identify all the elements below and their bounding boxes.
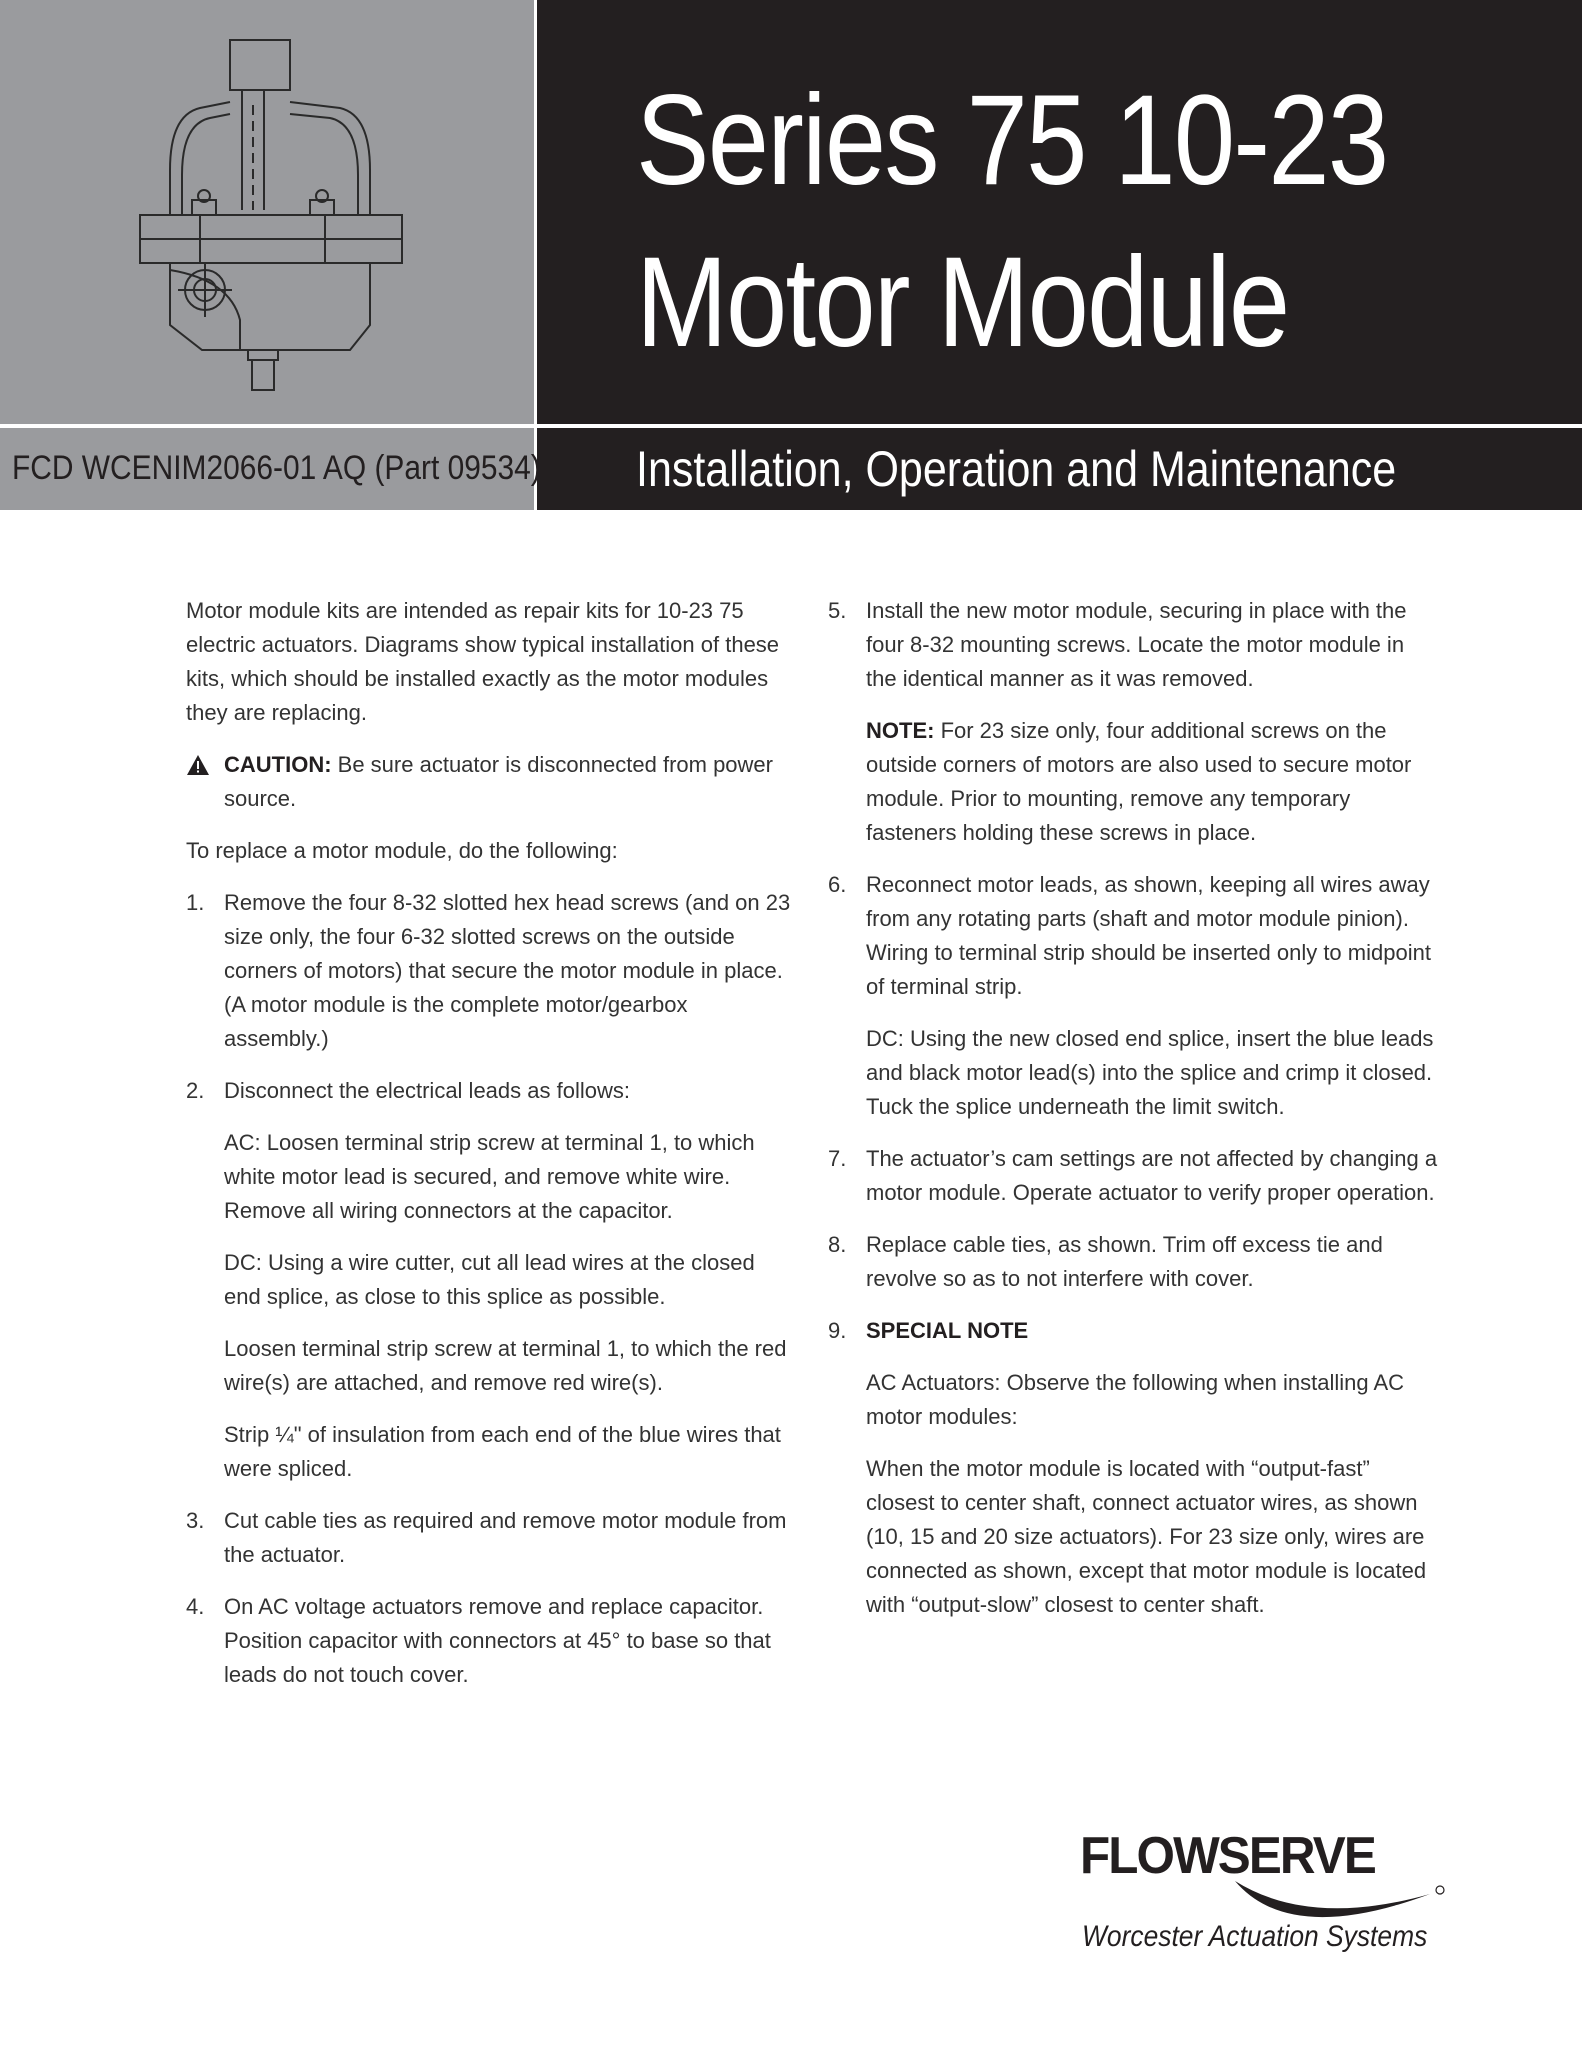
special-note-label xyxy=(866,1314,1438,1348)
step-number: 5. xyxy=(828,598,847,623)
flowserve-logo xyxy=(1080,1826,1380,1926)
step-1 xyxy=(186,886,794,1056)
step-8 xyxy=(828,1228,1438,1296)
step-7 xyxy=(828,1142,1438,1210)
caution-text: Be sure actuator is disconnected from power source. xyxy=(224,752,773,811)
intro-paragraph: Motor module kits are intended as repair kits for 10-23 75 electric actuators. Diagrams show typical installation of these kits, which should be installed exactly as the motor modules they are replacing. xyxy=(186,598,780,725)
step-text-dc: DC: Using the new closed end splice, insert the blue leads and black motor lead(s) into the splice and crimp it closed. Tuck the splice underneath the limit switch. xyxy=(866,1026,1434,1119)
step-text: Remove the four 8-32 slotted hex head screws (and on 23 size only, the four 6-32 slotted screws on the outside corners of motors) that secure the motor module in place. (A motor module is the complete motor/gearbox assembly.) xyxy=(224,890,791,1051)
logo-tagline: Worcester Actuation Systems xyxy=(1082,1920,1428,1953)
step-number: 6. xyxy=(828,872,847,897)
step-text: Strip ¼" of insulation from each end of the blue wires that were spliced. xyxy=(224,1422,781,1481)
note-text: For 23 size only, four additional screws on the outside corners of motors are also used to secure motor module. Prior to mounting, remove any temporary fasteners holding these screws in place. xyxy=(866,718,1412,845)
step-text: When the motor module is located with “output-fast” closest to center shaft, connect actuator wires, as shown (10, 15 and 20 size actuators). For 23 size only, wires are connected as shown, except that motor module is located with “output-slow” closest to center shaft. xyxy=(866,1456,1427,1617)
motor-module-illustration xyxy=(130,20,430,400)
step-4 xyxy=(186,1590,794,1692)
step-number: 8. xyxy=(828,1232,847,1257)
step-5 xyxy=(828,594,1438,850)
document-code: FCD WCENIM2066-01 AQ (Part 09534) xyxy=(12,449,541,487)
step-text: Replace cable ties, as shown. Trim off excess tie and revolve so as to not interfere with cover. xyxy=(866,1232,1383,1291)
step-number: 1. xyxy=(186,890,205,915)
step-text: Cut cable ties as required and remove motor module from the actuator. xyxy=(224,1508,787,1567)
step-number: 7. xyxy=(828,1146,847,1171)
note-label: NOTE: xyxy=(866,718,935,743)
step-text: Loosen terminal strip screw at terminal 1, to which the red wire(s) are attached, and remove red wire(s). xyxy=(224,1336,787,1395)
page-subtitle: Installation, Operation and Maintenance xyxy=(636,441,1397,497)
left-column xyxy=(186,594,794,1710)
step-text: AC Actuators: Observe the following when installing AC motor modules: xyxy=(866,1370,1405,1429)
step-3 xyxy=(186,1504,794,1572)
step-text: The actuator’s cam settings are not affected by changing a motor module. Operate actuator to verify proper operation. xyxy=(866,1146,1438,1205)
step-text-dc: DC: Using a wire cutter, cut all lead wires at the closed end splice, as close to this splice as possible. xyxy=(224,1250,755,1309)
step-2 xyxy=(186,1074,794,1486)
step-text: Install the new motor module, securing in place with the four 8-32 mounting screws. Locate the motor module in the identical manner as it was removed. xyxy=(866,598,1407,691)
step-text: Reconnect motor leads, as shown, keeping all wires away from any rotating parts (shaft and motor module pinion). Wiring to terminal strip should be inserted only to midpoint of terminal strip. xyxy=(866,872,1431,999)
step-number: 2. xyxy=(186,1078,205,1103)
step-9 xyxy=(828,1314,1438,1622)
step-number: 4. xyxy=(186,1594,205,1619)
special-note-heading: SPECIAL NOTE xyxy=(866,1318,1029,1343)
right-column xyxy=(828,594,1438,1640)
page-title xyxy=(636,60,1387,384)
caution-label: CAUTION: xyxy=(224,752,332,777)
title-line-2: Motor Module xyxy=(636,231,1289,374)
step-number: 9. xyxy=(828,1318,847,1343)
title-line-1: Series 75 10-23 xyxy=(636,69,1388,212)
caution-block xyxy=(186,748,794,816)
step-6 xyxy=(828,868,1438,1124)
step-note xyxy=(866,714,1438,850)
warning-triangle-icon xyxy=(186,754,210,776)
step-text-ac: AC: Loosen terminal strip screw at terminal 1, to which white motor lead is secured, and remove white wire. Remove all wiring connectors at the capacitor. xyxy=(224,1130,755,1223)
step-text: On AC voltage actuators remove and replace capacitor. Position capacitor with connectors at 45° to base so that leads do not touch cover. xyxy=(224,1594,771,1687)
logo-wordmark: FLOWSERVE xyxy=(1080,1827,1375,1885)
step-number: 3. xyxy=(186,1508,205,1533)
lead-in-paragraph: To replace a motor module, do the following: xyxy=(186,838,618,863)
step-text: Disconnect the electrical leads as follows: xyxy=(224,1078,630,1103)
